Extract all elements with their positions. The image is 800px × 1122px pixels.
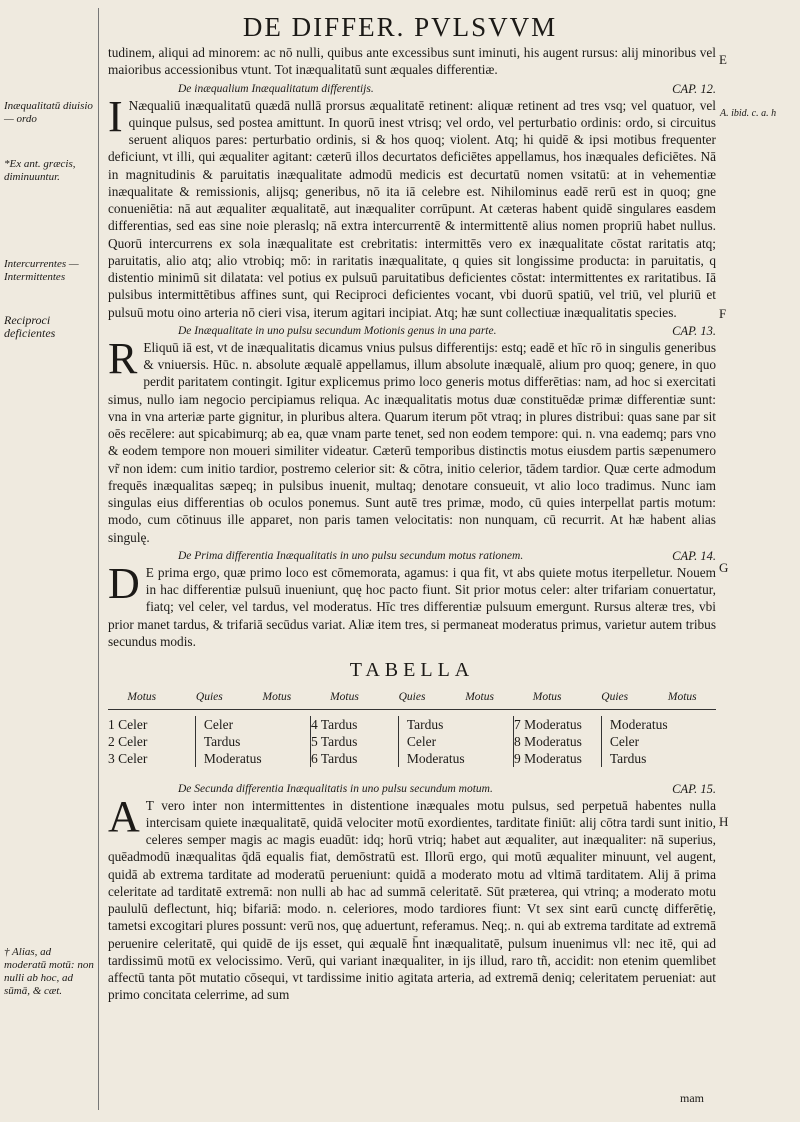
table-header-cell: Quies <box>398 691 426 704</box>
table-header-cell: Motus <box>127 691 157 704</box>
margin-note: Reciproci deficientes <box>4 313 56 340</box>
table-cell: 4 Tardus <box>311 716 358 732</box>
table-cell: 1 Celer <box>108 716 148 732</box>
table-cell: Celer <box>406 733 437 749</box>
section-heading-14: De Prima differentia Inæqualitatis in uno pulsu secundum motus rationem. CAP. 14. <box>178 548 716 563</box>
table-cell: Celer <box>203 716 234 732</box>
tabella-title: TABELLA <box>349 659 475 681</box>
table-cell: Tardus <box>609 750 647 766</box>
tabella-table <box>108 689 716 766</box>
table-header-cell: Quies <box>601 691 629 704</box>
table-group <box>514 716 716 767</box>
table-cell: 9 Moderatus <box>514 750 582 766</box>
table-cell: 8 Moderatus <box>514 733 582 749</box>
section-15-body: A T vero inter non intermittentes in distentione inæquales motu pulsus, sed perpetuā habentes nulla intercisam quiete inæqualitatē, quidā velociter motū exordientes, tarditate finiūt: alij cōtra tardi sunt initio, celeres semper magis ac magis euadūt: idq; horū vtriq; habet aut æqualiter, aut inæqualiter: nā superius, quēadmodū inæqualitas q̄dā equalis fiat, demōstratū est. Illorū ergo, qui motū æqualiter minuunt, vel augent, quidā ab extrema tarditate ad moderatū perueniunt: quidā a moderato motu ad vltimā tarditatem. Alij ā prima celeritate ad tarditatē extremā: non nulli ab hac ad summā celeritatē. Sūt præterea, qui vtrinq; a moderato motu paululū deflectunt, hiq; bifariā: modo. n. celeriores, modo tardiores fiunt: Vt sex sint earū cunctę differētię, tametsi excogitari plures possunt: verū nos, quę aduertunt, referamus. Neq;. n. qui ab extrema tarditate ad extremā peruenire celeritatē, qui quidē de ijs esset, qui æqualē h̄nt inæqualitatē, pulsum inuenimus vll: nec itē, qui ad tardissimū motū ex velocissimo. Verū, qui variant inæqualiter, in ijs illud, raro tñ, accidit: non etenim quemlibet affectū tanta pōt mutatio cōsequi, vt tardissime initio agitata arteria, ad extremā deniq; celeritatem perueniat: aut primo concitata celerrime, ad sum <box>108 791 716 1003</box>
table-cell: Tardus <box>406 716 444 732</box>
table-header-cell: Motus <box>262 691 292 704</box>
table-cell: Moderatus <box>609 716 668 732</box>
section-14-body: D E prima ergo, quæ primo loco est cōmemorata, agamus: i qua fit, vt abs quiete motus iterpelletur. Nouem in hac differentiæ pulsuū inueniunt, quę hoc pacto fiunt. Sit prior motus celer: alter trifariam conuertatur, fiatq; vel celer, vel tardus, vel moderatus. Hīc tres differentiæ pulsuum emergunt. Rursus alteræ tres, vbi prior manet tardus, & trifariā secūdus variat. Aliæ item tres, si permaneat moderatus primus, varietur autem tribus secundus modis. <box>108 558 716 649</box>
table-header-cell: Motus <box>330 691 359 704</box>
table-cell: Moderatus <box>406 750 465 766</box>
section-12-body: I Næqualiū inæqualitatū quædā nullā prorsus æqualitatē retinent: aliquæ retinent ad tres vsq; vel quatuor, vel quinque pulsus, sed postea amittunt. In quorū inest vtrisq; vel ordo, vel perturbatio ordinis: ordo, si circuitus seruent aliquos pares: perturbatio ordinis, si & hos quoq; violent. Atq; hi quidē & ipsi motibus frequenter deficiunt, vt illi, qui æqualiter agitant: cæterū illos decurtatos deficiētes appellamus, hos inæquales deficiētes. Nā in magnitudinis & paruitatis inæqualitate admodū medicis est decurtatū nomen vsitatū: at in vehementiæ inæqualitate & remissionis, alijsq; generibus, nō ita iā celebre est. Nihilominus eadē rerū est in quoq; gne conueniētia: nā aut æqualiter æqualitatē, aut inæqualiter corrūpunt. At cæteras habent quidē singulares easdem differentias, sed eas sine noie pleraslq; nā extra intercurrentē & intermittentē alius nomen propriū habet nullus. Quorū intercurrens ex sola inæqualitate est crebritatis: intermittēs vero ex inæqualitate cōstat raritatis atq; paruitatis, alio atq; alio vtrobiq; mō: in raritatis inæqualitate, q quies sit longissime producta: in paruitatis, q distentio minimū sit dilatata: vel potius ex pulsuū paruitatibus deficientes cōstat: intermittentes ex raritatibus. Iā pulsibus intermittētibus affines sunt, qui Reciproci deficientes vocant, vbi duorū spatiū, vel triū, vel pluriū et pulsuū motu oino arteria nō cieri visa, iterum agitari incipiat. Atq; hæ sunt collectiuæ inæqualitatis species. <box>108 91 716 320</box>
section-13-body: R Eliquū iā est, vt de inæqualitatis dicamus vnius pulsus differentijs: estq; eadē et hīc rō in singulis generibus & vniuersis. Hūc. n. absolute æqualē appellamus, illum absolute inæqualē, alium pro quoq; genere, in quo perdit paritatem contingit. Igitur explicemus primo loco generis motus differētias: nam, ad hoc si exercitati simus, nullo iam negocio percipiamus reliqua. Ac inæqualitatis motus duæ constituēdæ primæ differentiæ sunt: vna in vna arteriæ parte gignitur, in pluribus altera. Quarum iterum pōt vtraq; in plures distribui: quas sane par sit oēs recēlere: aut spicabimurq; ab ea, quæ vnam parte tenet, sed non eodem tempore: qui. n. vna eademq; pars vno & eodem tempore non moueri similiter videatur. Cæterū temporibus distinctis motus eiusdem partis sæpenumero vr̃ non idem: cum initio tardior, postremo celerior sit: & cōtra, initio celerior, tādem tardior. Quæ certe admodum frequēs inæqualitas sæpeq; in pulsibus inuenit, multaq; denotare consueuit, vt alio loco tradimus. Nunc iam singulas eius differentias ob oculos ponemus. Sunt autē tres primæ, modo, cū quies interpellat partis motum: modo, cum cōtinuus ille apparet, non paris tamen velocitatis: non nunquam, cū recurrit. At hæ habent alias singulę. <box>108 333 716 545</box>
section-heading-15: De Secunda differentia Inæqualitatis in uno pulsu secundum motum. CAP. 15. <box>178 781 716 796</box>
dropcap: I <box>108 91 123 141</box>
catchword: mam <box>680 1091 704 1105</box>
margin-letter: G <box>719 560 729 575</box>
table-header-cell: Motus <box>532 691 562 704</box>
intro-paragraph: tudinem, aliqui ad minorem: ac nō nulli, quibus ante excessibus sunt iminuti, his augent rursus: alij minoribus vel maioribus accessionibus vtunt. Tot inæqualitatū sunt æquales differentiæ. <box>108 45 716 78</box>
dropcap: D <box>108 558 140 608</box>
margin-note: Intercurrentes — Intermittentes <box>4 258 79 283</box>
table-cell: 3 Celer <box>108 750 148 766</box>
table-group <box>108 716 311 767</box>
table-header-cell: Motus <box>465 691 494 704</box>
table-cell: Moderatus <box>203 750 262 766</box>
table-header-cell: Motus <box>667 691 697 704</box>
section-heading-13: De Inæqualitate in uno pulsu secundum Motionis genus in una parte. CAP. 13. <box>178 323 716 338</box>
running-header <box>0 10 800 44</box>
header-title: DE DIFFER. PVLSVVM <box>242 12 558 42</box>
table-body <box>108 716 716 767</box>
margin-note: *Ex ant. græcis, diminuuntur. <box>4 158 76 183</box>
margin-note: Inæqualitatū diuisio — ordo <box>4 100 93 125</box>
left-rule <box>98 8 99 1110</box>
table-group <box>311 716 514 767</box>
section-heading-12: De inæqualium Inæqualitatum differentijs. CAP. 12. <box>178 81 716 96</box>
dropcap: R <box>108 333 138 383</box>
margin-reference: A. ibid. c. a. h <box>720 108 777 119</box>
margin-note: † Alias, ad moderatū motū: non nulli ab hoc, ad sūmā, & cæt. <box>4 946 94 997</box>
main-text <box>108 44 716 1004</box>
margin-letter: E <box>719 52 727 67</box>
table-cell: Celer <box>609 733 640 749</box>
table-header <box>108 689 716 709</box>
table-header-cell: Quies <box>195 691 223 704</box>
table-cell: Tardus <box>203 733 241 749</box>
table-cell: 7 Moderatus <box>514 716 582 732</box>
margin-letter: F <box>719 306 727 321</box>
table-cell: 6 Tardus <box>311 750 358 766</box>
margin-letter: H <box>719 814 729 829</box>
dropcap: A <box>108 791 140 841</box>
table-cell: 2 Celer <box>108 733 148 749</box>
table-cell: 5 Tardus <box>311 733 358 749</box>
